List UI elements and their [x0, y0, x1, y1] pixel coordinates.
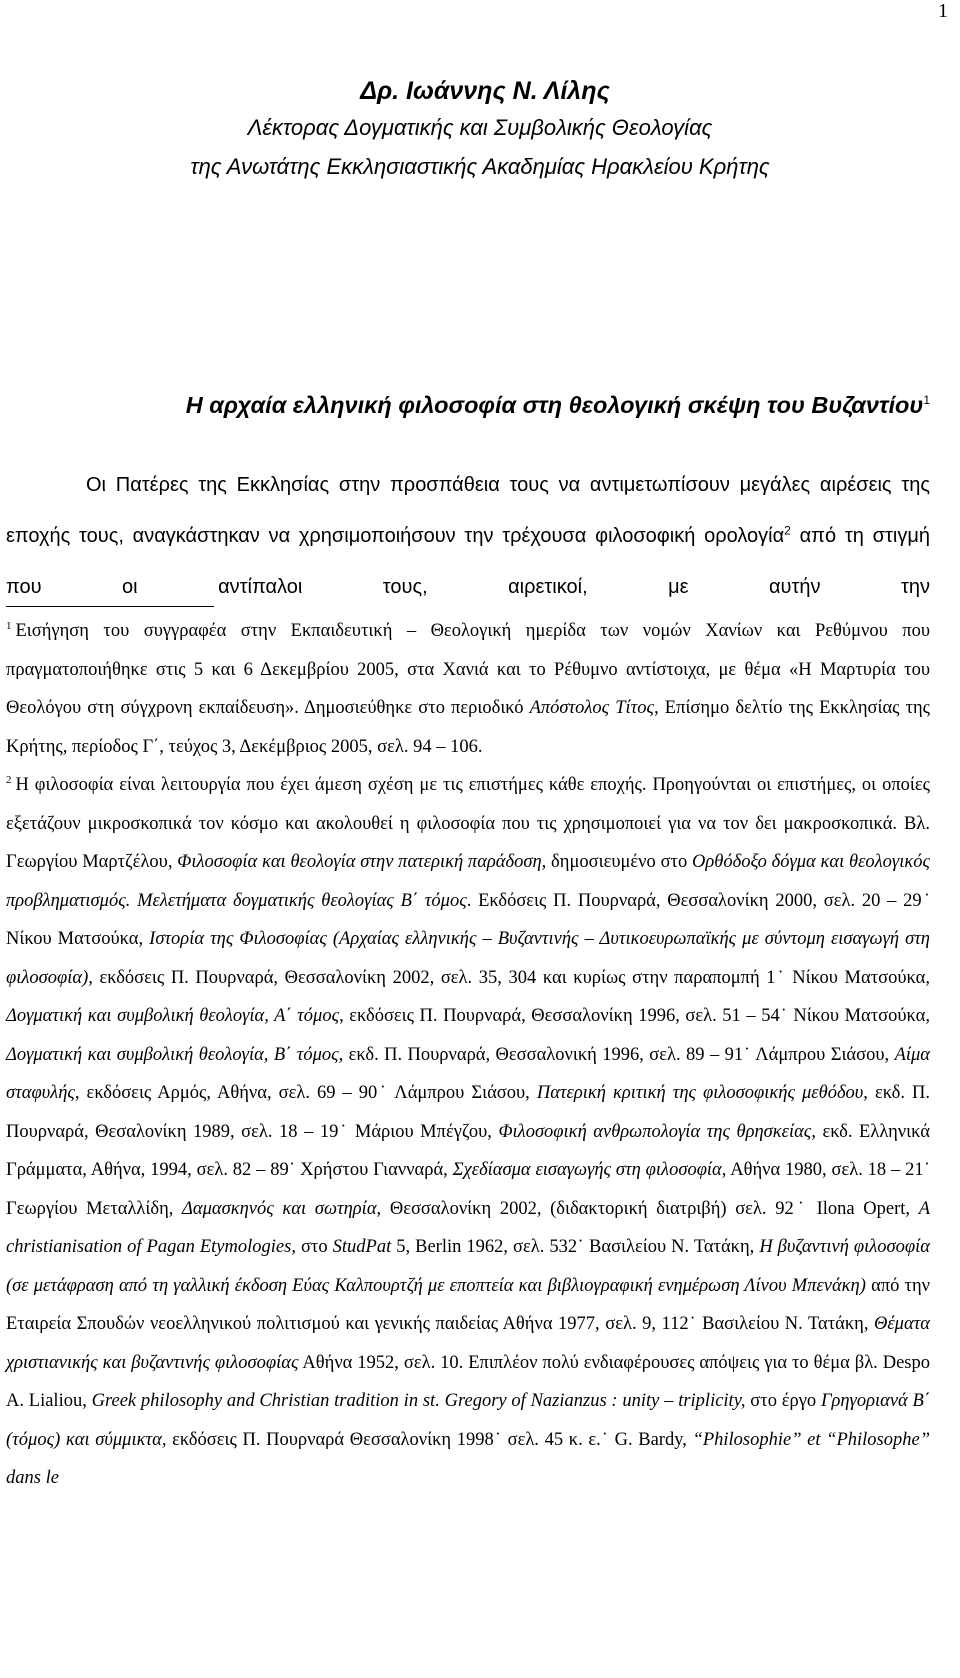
footnote-italic-run: A christianisation of Pagan Etymologies, — [6, 1198, 930, 1257]
footnote-italic-run: Πατερική κριτική της φιλοσοφικής μεθόδου — [536, 1083, 864, 1103]
footnote-text-run: , εκδόσεις Αρμός, Αθήνα, σελ. 69 – 90˙ Λάμπρου Σιάσου, — [74, 1083, 537, 1103]
footnote-italic-run: Δογματική και συμβολική θεολογία, Α΄ τόμος — [6, 1006, 340, 1026]
footnote-italic-run: StudPat — [332, 1237, 392, 1257]
footnote-text-run: από την Εταιρεία Σπουδών νεοελληνικού πολιτισμού και γενικής παιδείας Αθήνα 1977, σελ. 9, 112˙ Βασιλείου Ν. Τατάκη, — [6, 1275, 930, 1334]
footnote-separator — [6, 606, 214, 607]
page-number: 1 — [938, 0, 948, 22]
footnote-number: 2 — [6, 773, 12, 786]
footnote-text-run: 5, Berlin 1962, σελ. 532˙ Βασιλείου Ν. Τατάκη, — [391, 1237, 760, 1257]
article-title-text: Η αρχαία ελληνική φιλοσοφία στη θεολογική σκέψη του Βυζαντίου — [185, 392, 924, 418]
footnote-italic-run: Φιλοσοφική ανθρωπολογία της θρησκείας — [498, 1121, 812, 1142]
body-text-run: Οι Πατέρες της Εκκλησίας στην προσπάθεια τους να αντιμετωπίσουν μεγάλες αιρέσεις της εποχής τους, αναγκάστηκαν να χρησιμοποιήσουν την τρέχουσα φιλοσοφική ορολογία — [6, 474, 930, 547]
footnote-italic-run: Σχεδίασμα εισαγωγής στη φιλοσοφία — [452, 1160, 722, 1180]
footnote-text-run: Η φιλοσοφία είναι λειτουργία που έχει άμεση σχέση με τις επιστήμες κάθε εποχής. Προηγούνται οι επιστήμες, οι οποίες εξετάζουν μικροσκοπικά τον κόσμο και ακολουθεί η φιλοσοφία που τις χρησιμοποιεί για να τον δει μακροσκοπικά. Βλ. Γεωργίου Μαρτζέλου, — [6, 775, 930, 872]
footnote-italic-run: “Philosophie” et “Philosophe” dans le — [6, 1429, 931, 1488]
author-name: Δρ. Ιωάννης Ν. Λίλης — [360, 77, 610, 105]
footnote-1 — [6, 612, 930, 766]
footnote-italic-run: Φιλοσοφία και θεολογία στην πατερική παράδοση — [177, 852, 542, 872]
footnote-italic-run: Αίμα σταφυλής — [6, 1044, 930, 1103]
footnote-text-run: Εισήγηση του συγγραφέα στην Εκπαιδευτική – Θεολογική ημερίδα των νομών Χανίων και Ρεθύμνου που πραγματοποιήθηκε στις 5 και 6 Δεκεμβρίου 2005, στα Χανιά και το Ρέθυμνο αντίστοιχα, με θέμα «Η Μαρτυρία του Θεολόγου στη σύγχρονη εκπαίδευση». Δημοσιεύθηκε στο περιοδικό — [6, 621, 930, 718]
footnote-text-run: , εκδ. Ελληνικά Γράμματα, Αθήνα, 1994, σελ. 82 – 89˙ Χρήστου Γιανναρά, — [6, 1121, 930, 1180]
footnote-italic-run: Θέματα χριστιανικής και βυζαντινής φιλοσοφίας — [6, 1314, 930, 1373]
footnote-italic-run: Δογματική και συμβολική θεολογία, Β΄ τόμος, — [6, 1044, 344, 1065]
footnote-text-run: στο έργο — [745, 1391, 821, 1411]
footnote-italic-run: Δαμασκηνός και σωτηρία — [182, 1198, 377, 1219]
footnote-text-run: εκδόσεις Π. Πουρναρά Θεσσαλονίκη 1998˙ σελ. 45 κ. ε.˙ G. Bardy, — [166, 1429, 693, 1450]
title-footnote-marker: 1 — [923, 393, 930, 408]
footnote-italic-run: Ιστορία της Φιλοσοφίας (Αρχαίας ελληνικής – Βυζαντινής – Δυτικοευρωπαϊκής με σύντομη εισαγωγή στη φιλοσοφία), — [6, 929, 930, 988]
author-affiliation-line-1: Λέκτορας Δογματικής και Συμβολικής Θεολογίας — [247, 115, 713, 140]
footnote-text-run: εκδ. Π. Πουρναρά, Θεσσαλονική 1996, σελ. 89 – 91˙ Λάμπρου Σιάσου, — [343, 1044, 895, 1065]
footnote-text-run: , εκδ. Π. Πουρναρά, Θεσαλονίκη 1989, σελ. 18 – 19˙ Μάριου Μπέγζου, — [6, 1083, 930, 1142]
footnote-text-run: , εκδόσεις Π. Πουρναρά, Θεσσαλονίκη 1996, σελ. 51 – 54˙ Νίκου Ματσούκα, — [339, 1006, 931, 1026]
footnote-text-run: εκδόσεις Π. Πουρναρά, Θεσσαλονίκη 2002, σελ. 35, 304 και κυρίως στην παραπομπή 1˙ Νίκου Ματσούκα, — [92, 967, 930, 988]
footnotes — [6, 612, 930, 1498]
footnote-number: 1 — [6, 619, 12, 632]
footnote-text-run: , Αθήνα 1980, σελ. 18 – 21˙ Γεωργίου Μεταλλίδη, — [6, 1160, 930, 1219]
body-paragraph — [6, 460, 930, 613]
footnote-italic-run: Greek philosophy and Christian tradition in st. Gregory of Nazianzus : unity – triplicity, — [91, 1391, 746, 1411]
body-footnote-marker: 2 — [784, 523, 791, 538]
footnote-text-run: . Εκδόσεις Π. Πουρναρά, Θεσσαλονίκη 2000, σελ. 20 – 29˙ Νίκου Ματσούκα, — [6, 890, 930, 949]
article-title — [0, 392, 930, 419]
footnote-italic-run: Γρηγοριανά Β΄ (τόμος) και σύμμικτα, — [6, 1391, 930, 1450]
footnote-italic-run: Η βυζαντινή φιλοσοφία (σε μετάφραση από τη γαλλική έκδοση Εύας Καλπουρτζή με εποπτεία και βιβλιογραφική ενημέρωση Λίνου Μπενάκη) — [6, 1237, 930, 1296]
footnote-italic-run: Ορθόδοξο δόγμα και θεολογικός προβληματισμός. Μελετήματα δογματικής θεολογίας Β΄ τόμος — [6, 852, 930, 911]
footnote-text-run: , Επίσημο δελτίο της Εκκλησίας της Κρήτης, περίοδος Γ΄, τεύχος 3, Δεκέμβριος 2005, σελ. 94 – 106. — [6, 698, 931, 757]
footnote-text-run: , Θεσσαλονίκη 2002, (διδακτορική διατριβή) σελ. 92˙ Ilona Opert, — [376, 1198, 919, 1219]
footnote-text-run: , δημοσιευμένο στο — [541, 852, 693, 872]
footnote-text-run: στο — [295, 1237, 333, 1257]
footnote-text-run: Αθήνα 1952, σελ. 10. Επιπλέον πολύ ενδιαφέρουσες απόψεις για το θέμα βλ. Despo A. Lialiou, — [6, 1352, 930, 1411]
body-text — [6, 460, 930, 613]
author-affiliation-line-2: της Ανωτάτης Εκκλησιαστικής Ακαδημίας Ηρακλείου Κρήτης — [190, 154, 770, 179]
article-header — [0, 74, 960, 186]
footnote-2 — [6, 766, 930, 1498]
footnote-italic-run: Απόστολος Τίτος — [529, 698, 655, 718]
body-text-run: από τη στιγμή που οι αντίπαλοι τους, αιρετικοί, με αυτήν την — [6, 525, 930, 598]
